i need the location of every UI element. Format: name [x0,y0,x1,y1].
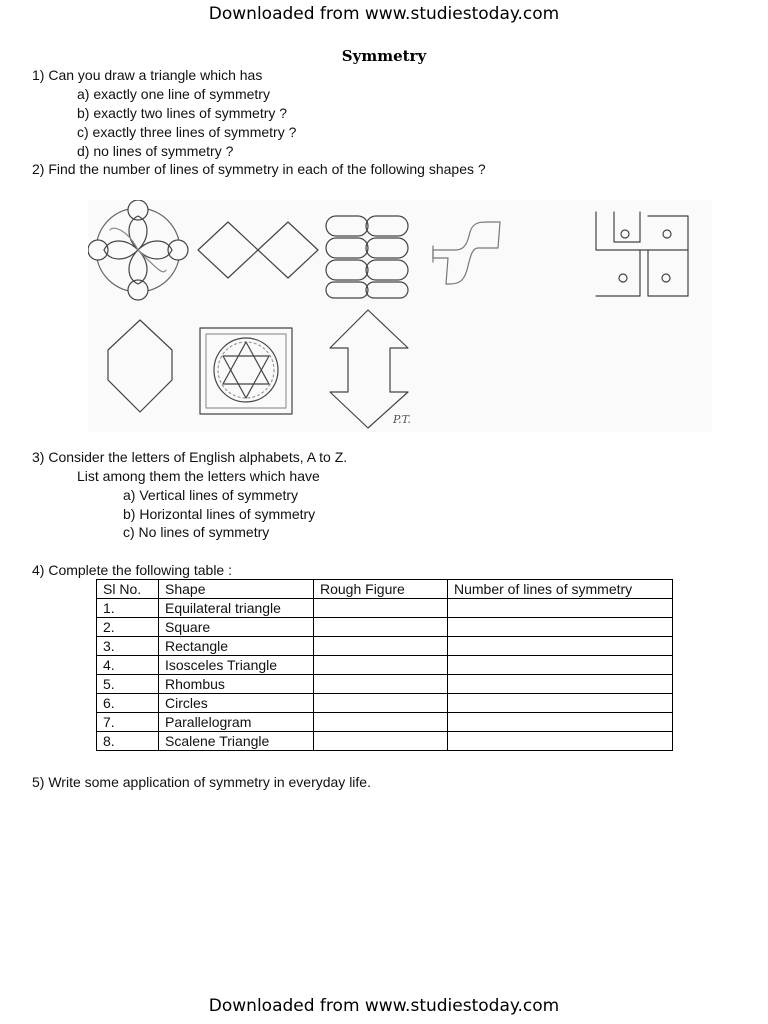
rough-figure-cell [314,675,448,694]
column-header-rough-figure: Rough Figure [314,580,448,599]
stacked-lobes-shape [326,216,408,298]
table-row [97,656,673,675]
question-1-part-c: c) exactly three lines of symmetry ? [77,124,297,140]
page-title: Symmetry [341,47,427,65]
lines-of-symmetry-cell [448,694,673,713]
table-row [97,675,673,694]
sl-no-cell: 1. [97,599,159,618]
star-in-square-shape [200,328,292,414]
rough-figure-cell [314,713,448,732]
question-3: 3) Consider the letters of English alphabets, A to Z. [32,449,348,465]
question-1: 1) Can you draw a triangle which has [32,67,263,83]
table-row [97,618,673,637]
sl-no-cell: 8. [97,732,159,751]
question-4: 4) Complete the following table : [32,562,232,578]
lines-of-symmetry-cell [448,675,673,694]
table-row [97,732,673,751]
rough-figure-cell [314,637,448,656]
table-row [97,713,673,732]
column-header-shape: Shape [159,580,314,599]
table-row [97,599,673,618]
shapes-drawing [88,200,712,432]
sl-no-cell: 7. [97,713,159,732]
question-3-part-b: b) Horizontal lines of symmetry [123,506,316,522]
shape-cell: Rhombus [159,675,314,694]
sl-no-cell: 2. [97,618,159,637]
table-row [97,637,673,656]
flower-shape [88,200,188,300]
lines-of-symmetry-cell [448,637,673,656]
question-3-subtext: List among them the letters which have [77,468,320,484]
rough-figure-cell [314,656,448,675]
lines-of-symmetry-cell [448,656,673,675]
lines-of-symmetry-cell [448,599,673,618]
sl-no-cell: 4. [97,656,159,675]
symmetry-table [96,579,673,751]
page-header: Downloaded from www.studiestoday.com [208,4,560,24]
double-arrow-shape [330,310,408,428]
question-3-part-c: c) No lines of symmetry [123,524,270,540]
shape-cell: Equilateral triangle [159,599,314,618]
hexagon-shape [108,320,172,412]
shapes-figure [88,200,712,432]
sl-no-cell: 6. [97,694,159,713]
question-1-part-d: d) no lines of symmetry ? [77,143,234,159]
table-header-row [97,580,673,599]
rough-figure-cell [314,599,448,618]
sl-no-cell: 5. [97,675,159,694]
shape-cell: Circles [159,694,314,713]
question-2: 2) Find the number of lines of symmetry in each of the following shapes ? [32,161,486,177]
question-1-part-a: a) exactly one line of symmetry [77,86,270,102]
column-header-lines-of-symmetry: Number of lines of symmetry [448,580,673,599]
figure-mark: P.T. [393,413,411,426]
shape-cell: Isosceles Triangle [159,656,314,675]
page-footer: Downloaded from www.studiestoday.com [208,996,560,1016]
two-diamonds-shape [198,222,318,278]
square-circles-shape [596,212,688,296]
lines-of-symmetry-cell [448,713,673,732]
shape-cell: Parallelogram [159,713,314,732]
question-1-part-b: b) exactly two lines of symmetry ? [77,105,288,121]
table-body [97,599,673,751]
table-row [97,694,673,713]
question-3-part-a: a) Vertical lines of symmetry [123,487,299,503]
lines-of-symmetry-cell [448,732,673,751]
column-header-sl-no: Sl No. [97,580,159,599]
rough-figure-cell [314,618,448,637]
rough-figure-cell [314,732,448,751]
shape-cell: Rectangle [159,637,314,656]
question-5: 5) Write some application of symmetry in everyday life. [32,774,371,790]
shape-cell: Square [159,618,314,637]
rough-figure-cell [314,694,448,713]
shape-cell: Scalene Triangle [159,732,314,751]
lines-of-symmetry-cell [448,618,673,637]
sl-no-cell: 3. [97,637,159,656]
s-curve-shape [433,222,500,284]
